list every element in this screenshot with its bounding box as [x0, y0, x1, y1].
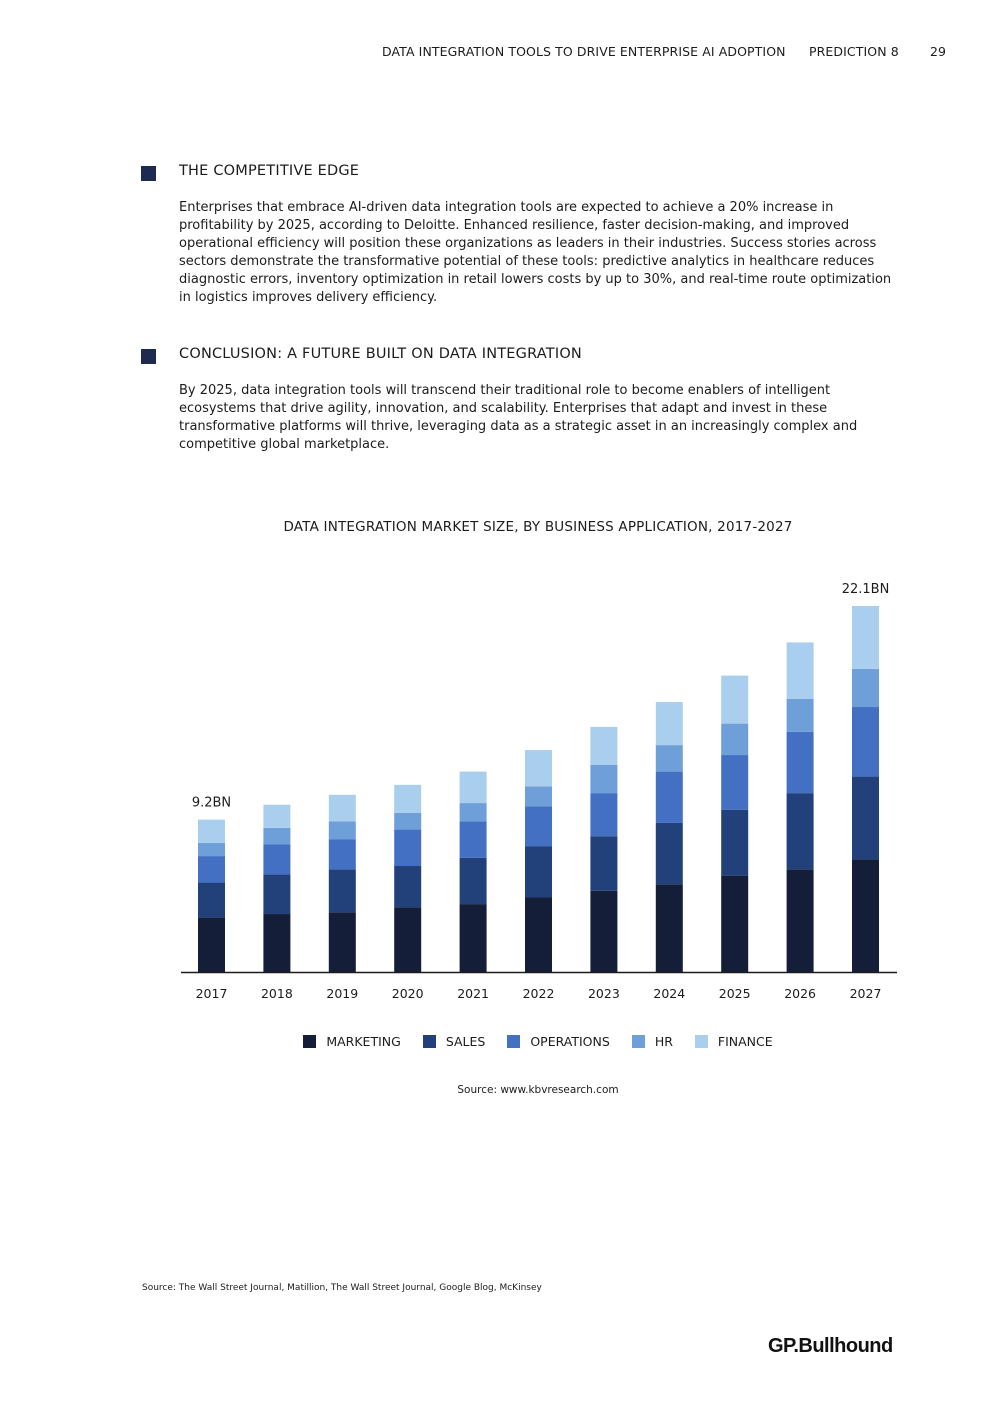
legend-swatch — [507, 1035, 520, 1048]
bar-segment-finance-2020 — [394, 785, 421, 813]
bar-segment-marketing-2022 — [525, 897, 552, 972]
bar-segment-sales-2020 — [394, 866, 421, 907]
bar-segment-operations-2022 — [525, 806, 552, 846]
bar-segment-operations-2021 — [460, 821, 487, 857]
bar-segment-hr-2020 — [394, 813, 421, 830]
legend-item-marketing — [303, 1034, 400, 1049]
bar-segment-finance-2026 — [787, 642, 814, 698]
bar-segment-finance-2019 — [329, 795, 356, 822]
bar-segment-marketing-2025 — [721, 876, 748, 972]
x-tick-label-2020: 2020 — [391, 986, 424, 1001]
bar-segment-marketing-2024 — [656, 884, 683, 972]
x-tick-label-2018: 2018 — [260, 986, 293, 1001]
bar-segment-sales-2018 — [263, 874, 290, 914]
bar-segment-hr-2019 — [329, 821, 356, 839]
bar-segment-marketing-2026 — [787, 869, 814, 972]
x-tick-label-2025: 2025 — [718, 986, 751, 1001]
bar-segment-marketing-2027 — [852, 859, 879, 972]
bar-segment-hr-2022 — [525, 787, 552, 807]
legend-swatch — [423, 1035, 436, 1048]
legend-swatch — [632, 1035, 645, 1048]
x-tick-label-2027: 2027 — [849, 986, 882, 1001]
total-label-2017: 9.2BN — [191, 795, 232, 811]
company-logo: GP.Bullhound — [768, 1335, 893, 1357]
bar-segment-hr-2025 — [721, 724, 748, 755]
bar-segment-finance-2017 — [198, 820, 225, 843]
bar-segment-finance-2018 — [263, 805, 290, 828]
bar-segment-operations-2027 — [852, 707, 879, 777]
running-header-title: DATA INTEGRATION TOOLS TO DRIVE ENTERPRISE AI ADOPTION — [382, 44, 786, 59]
bar-segment-sales-2024 — [656, 823, 683, 884]
total-label-2027: 22.1BN — [841, 582, 890, 597]
bar-segment-finance-2024 — [656, 702, 683, 745]
bar-segment-operations-2023 — [590, 793, 617, 836]
running-header-prediction: PREDICTION 8 — [809, 44, 899, 59]
bar-segment-sales-2022 — [525, 846, 552, 897]
section-heading-competitive-edge: THE COMPETITIVE EDGE — [179, 163, 360, 179]
legend-label: MARKETING — [326, 1034, 401, 1049]
x-tick-label-2023: 2023 — [587, 986, 620, 1001]
bar-segment-sales-2021 — [460, 858, 487, 904]
bar-segment-operations-2026 — [787, 732, 814, 793]
bar-segment-finance-2023 — [590, 727, 617, 765]
legend-item-sales — [423, 1034, 486, 1049]
bar-segment-hr-2027 — [852, 669, 879, 707]
bar-segment-operations-2025 — [721, 755, 748, 810]
bar-segment-hr-2017 — [198, 843, 225, 856]
legend-item-hr — [632, 1034, 673, 1049]
bar-segment-operations-2018 — [263, 844, 290, 874]
chart-legend — [0, 1034, 992, 1049]
bar-segment-hr-2021 — [460, 803, 487, 821]
x-tick-label-2024: 2024 — [653, 986, 686, 1001]
legend-item-operations — [507, 1034, 609, 1049]
x-tick-label-2017: 2017 — [195, 986, 228, 1001]
legend-item-finance — [695, 1034, 773, 1049]
bar-segment-sales-2027 — [852, 777, 879, 860]
bar-segment-hr-2026 — [787, 699, 814, 732]
bar-segment-operations-2020 — [394, 830, 421, 866]
bar-segment-finance-2022 — [525, 750, 552, 786]
section-body-competitive-edge: Enterprises that embrace AI-driven data integration tools are expected to achieve a 20% increase in profitability by 2025, according to Deloitte. Enhanced resilience, faster decision-making, and improved operational efficiency will position these organizations as leaders in their industries. Success stories across sectors demonstrate the transformative potential of these tools: predictive analytics in healthcare reduces diagnostic errors, inventory optimization in retail lowers costs by up to 30%, and real-time route optimization in logistics improves delivery efficiency. — [179, 200, 892, 305]
bar-segment-sales-2017 — [198, 883, 225, 918]
bar-segment-operations-2019 — [329, 840, 356, 870]
x-tick-label-2021: 2021 — [457, 986, 490, 1001]
chart-title: DATA INTEGRATION MARKET SIZE, BY BUSINESS APPLICATION, 2017-2027 — [283, 519, 793, 535]
bar-segment-sales-2026 — [787, 793, 814, 869]
footnote-sources: Source: The Wall Street Journal, Matillion, The Wall Street Journal, Google Blog, McKinsey — [142, 1283, 542, 1293]
legend-label: OPERATIONS — [530, 1034, 610, 1049]
legend-label: HR — [654, 1034, 673, 1049]
section-heading-conclusion: CONCLUSION: A FUTURE BUILT ON DATA INTEGRATION — [179, 346, 582, 362]
bar-segment-marketing-2019 — [329, 912, 356, 972]
bar-segment-hr-2018 — [263, 828, 290, 845]
legend-swatch — [303, 1035, 316, 1048]
page-number: 29 — [930, 44, 947, 59]
bar-segment-marketing-2023 — [590, 891, 617, 972]
bar-segment-marketing-2021 — [460, 904, 487, 972]
bar-segment-finance-2025 — [721, 676, 748, 724]
x-tick-label-2019: 2019 — [326, 986, 359, 1001]
bar-segment-sales-2025 — [721, 810, 748, 876]
bar-segment-operations-2017 — [198, 856, 225, 883]
legend-swatch — [695, 1035, 708, 1048]
x-tick-label-2026: 2026 — [784, 986, 817, 1001]
legend-label: SALES — [445, 1034, 486, 1049]
bar-segment-marketing-2020 — [394, 907, 421, 972]
bar-segment-sales-2019 — [329, 869, 356, 912]
bar-segment-operations-2024 — [656, 772, 683, 823]
chart-source: Source: www.kbvresearch.com — [457, 1084, 619, 1096]
bar-segment-finance-2027 — [852, 606, 879, 669]
bar-segment-finance-2021 — [460, 772, 487, 803]
legend-label: FINANCE — [717, 1034, 773, 1049]
bar-segment-marketing-2018 — [263, 914, 290, 972]
bar-segment-hr-2024 — [656, 745, 683, 772]
bar-segment-sales-2023 — [590, 836, 617, 891]
bar-segment-hr-2023 — [590, 765, 617, 793]
bar-segment-marketing-2017 — [198, 917, 225, 972]
section-body-conclusion: By 2025, data integration tools will transcend their traditional role to become enablers of intelligent ecosystems that drive agility, innovation, and scalability. Enterprises that adapt and invest in these transformative platforms will thrive, leveraging data as a strategic asset in an increasingly complex and competitive global marketplace. — [179, 383, 858, 452]
x-tick-label-2022: 2022 — [522, 986, 555, 1001]
